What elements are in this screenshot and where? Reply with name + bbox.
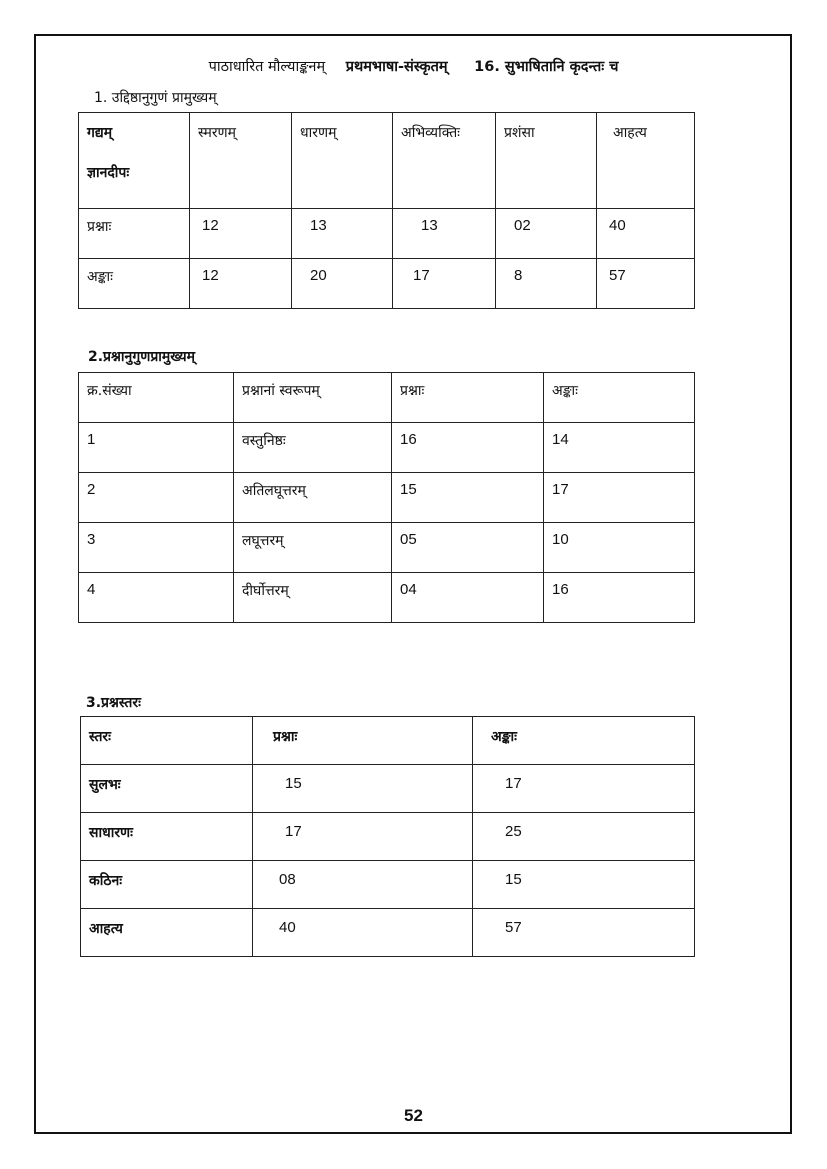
table-header-row: [81, 717, 695, 765]
table-cell: 17: [544, 473, 695, 523]
table-cell: 15: [392, 473, 544, 523]
table-cell: 2: [79, 473, 234, 523]
corner-label-prose: गद्यम्: [87, 125, 113, 141]
table-header-cell: अङ्काः: [473, 717, 695, 765]
page-header: [0, 56, 827, 76]
table-cell: 16: [544, 573, 695, 623]
table-cell: आहत्य: [81, 909, 253, 957]
header-assessment: पाठाधारित मौल्याङ्कनम्: [208, 59, 326, 75]
table-cell: 04: [392, 573, 544, 623]
corner-label-lesson: ज्ञानदीपः: [87, 165, 130, 181]
table-cell: 15: [253, 765, 473, 813]
objectives-table: [78, 112, 695, 309]
table-corner-cell: [79, 113, 190, 209]
table-header-cell: प्रश्नानां स्वरूपम्: [234, 373, 392, 423]
table-cell: 13: [292, 209, 393, 259]
table-cell: 17: [393, 259, 496, 309]
row-label: अङ्काः: [79, 259, 190, 309]
table-cell: 12: [190, 209, 292, 259]
table-cell: 10: [544, 523, 695, 573]
table-header-cell: प्रश्नाः: [253, 717, 473, 765]
table-row: [79, 259, 695, 309]
table-cell: 20: [292, 259, 393, 309]
table-cell: 17: [253, 813, 473, 861]
table-cell: 57: [473, 909, 695, 957]
table-row: [79, 573, 695, 623]
table-header-cell: स्मरणम्: [190, 113, 292, 209]
table-row: [79, 113, 695, 209]
table-header-cell: प्रशंसा: [496, 113, 597, 209]
question-type-table: [78, 372, 695, 623]
table-row: [79, 523, 695, 573]
table-row: [79, 473, 695, 523]
table-cell: 40: [253, 909, 473, 957]
table-row: [81, 765, 695, 813]
table-cell: 08: [253, 861, 473, 909]
table-cell: सुलभः: [81, 765, 253, 813]
table-row: [79, 423, 695, 473]
table-cell: 3: [79, 523, 234, 573]
table-cell: 05: [392, 523, 544, 573]
section1-title: 1. उद्दिष्ठानुगुणं प्रामुख्यम्: [94, 90, 217, 106]
row-label: प्रश्नाः: [79, 209, 190, 259]
table-row: [81, 861, 695, 909]
table-cell: 14: [544, 423, 695, 473]
table-header-cell: स्तरः: [81, 717, 253, 765]
header-lesson: 16. सुभाषितानि कृदन्तः च: [474, 59, 619, 75]
table-cell: 13: [393, 209, 496, 259]
table-cell: अतिलघूत्तरम्: [234, 473, 392, 523]
table-header-row: [79, 373, 695, 423]
table-cell: साधारणः: [81, 813, 253, 861]
table-cell: दीर्घोत्तरम्: [234, 573, 392, 623]
table-cell: 16: [392, 423, 544, 473]
table-cell: 8: [496, 259, 597, 309]
table-cell: कठिनः: [81, 861, 253, 909]
table-cell: 12: [190, 259, 292, 309]
table-cell: 1: [79, 423, 234, 473]
table-cell: 17: [473, 765, 695, 813]
table-cell: लघूत्तरम्: [234, 523, 392, 573]
table-cell: 40: [597, 209, 695, 259]
header-subject: प्रथमभाषा-संस्कृतम्: [345, 59, 448, 75]
table-header-cell: धारणम्: [292, 113, 393, 209]
table-header-cell: अङ्काः: [544, 373, 695, 423]
page-number: 52: [404, 1106, 423, 1125]
table-row: [79, 209, 695, 259]
table-cell: 02: [496, 209, 597, 259]
table-cell: 4: [79, 573, 234, 623]
table-header-cell: आहत्य: [597, 113, 695, 209]
table-row: [81, 813, 695, 861]
difficulty-table: [80, 716, 695, 957]
table-cell: 25: [473, 813, 695, 861]
table-row: [81, 909, 695, 957]
table-cell: 15: [473, 861, 695, 909]
section2-title: 2.प्रश्नानुगुणप्रामुख्यम्: [88, 349, 195, 365]
table-cell: 57: [597, 259, 695, 309]
table-cell: वस्तुनिष्ठः: [234, 423, 392, 473]
table-header-cell: प्रश्नाः: [392, 373, 544, 423]
table-header-cell: अभिव्यक्तिः: [393, 113, 496, 209]
section3-title: 3.प्रश्नस्तरः: [86, 695, 141, 711]
table-header-cell: क्र.संख्या: [79, 373, 234, 423]
